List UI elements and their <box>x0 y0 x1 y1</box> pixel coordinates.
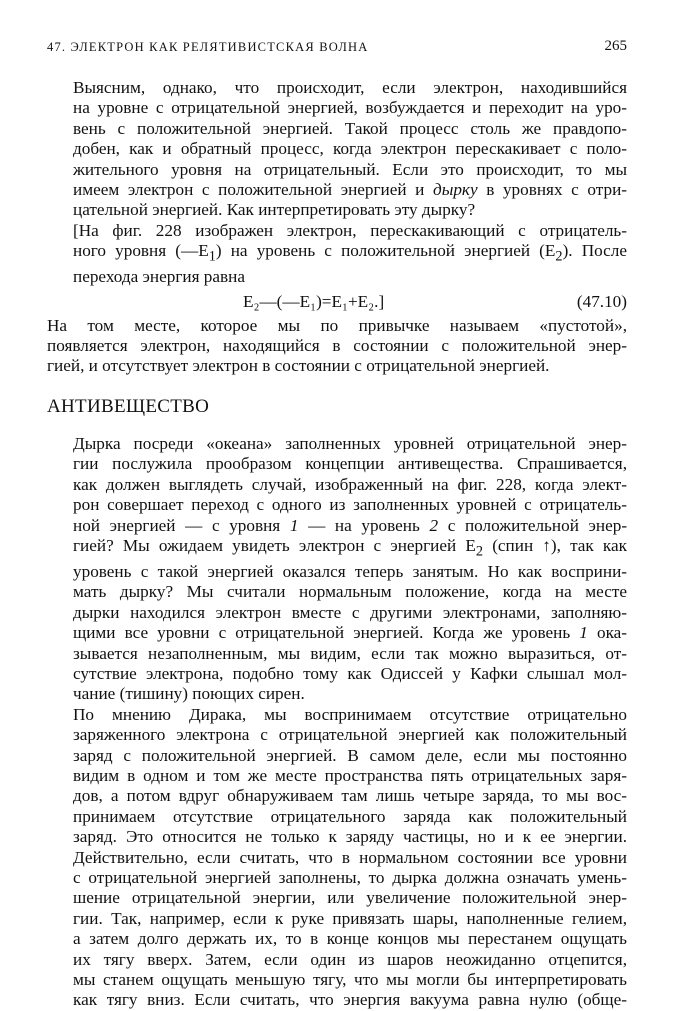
text-line: видим в одном и том же месте пространства пять отрицательных заря- <box>73 765 627 785</box>
text-line: мать дырку? Мы считали нормальным положение, когда на месте <box>73 582 627 602</box>
paragraph-1 <box>47 78 627 221</box>
text-line: мы станем ощущать меньшую тягу, что мы могли бы интерпретировать <box>73 970 627 989</box>
paragraph-4 <box>47 434 627 705</box>
text-line: вень с положительной энергией. Такой процесс столь же правдопо- <box>73 118 627 138</box>
equation-47-10 <box>47 290 627 314</box>
text-line: принимаем отсутствие отрицательного заряда как положительный <box>73 806 627 826</box>
running-head <box>47 40 627 58</box>
equation-number: (47.10) <box>576 291 627 311</box>
section-title: АНТИВЕЩЕСТВО <box>47 396 210 417</box>
text-line: гии. Так, например, если к руке привязать шары, наполненные гелием, <box>73 908 627 928</box>
page-number: 265 <box>604 38 627 54</box>
text-line: Дырка посреди «океана» заполненных уровней отрицательной энер- <box>73 434 627 453</box>
text-line: появляется электрон, находящийся в состоянии с положительной энер- <box>47 335 627 355</box>
text-line: шение отрицательной энергии, или увеличение положительной энер- <box>73 888 627 908</box>
text-line: а затем долго держать их, то в конце концов мы перестанем ощущать <box>73 929 627 949</box>
text-line: добен, как и обратный процесс, когда электрон перескакивает с поло- <box>73 139 627 159</box>
text-line: гии послужила прообразом концепции антивещества. Спрашивается, <box>73 454 627 474</box>
paragraph-2 <box>47 221 627 288</box>
italic-term: дырку <box>433 180 478 200</box>
text-line: Выясним, однако, что происходит, если электрон, находившийся <box>73 78 627 97</box>
text-line: как тягу вниз. Если считать, что энергия вакуума равна нулю (обще- <box>73 990 627 1010</box>
text-line: имеем электрон с положительной энергией и дырку в уровнях с отри- <box>73 180 627 200</box>
text-line: как должен выглядеть случай, изображенный на фиг. 228, когда элект- <box>73 474 627 494</box>
text-line: цательной энергией. Как интерпретировать эту дырку? <box>73 200 476 220</box>
text-line: уровень с такой энергией оказался теперь занятым. Но как восприни- <box>73 561 627 581</box>
text-block-bottom <box>47 434 627 1011</box>
text-line: На том месте, которое мы по привычке называем «пустотой», <box>47 315 627 335</box>
running-title: 47. ЭЛЕКТРОН КАК РЕЛЯТИВИСТСКАЯ ВОЛНА <box>47 40 369 54</box>
text-line: заряженного электрона с отрицательной энергией как положительный <box>73 725 627 745</box>
text-line: их тягу вверх. Затем, если один из шаров неожиданно отцепится, <box>73 949 627 969</box>
paragraph-3 <box>47 316 627 377</box>
text-line: с отрицательной энергией заполнены, то дырка должна означать умень- <box>73 867 627 887</box>
text-line: сутствие электрона, подобно тому как Одиссей у Кафки слышал мол- <box>73 663 627 683</box>
text-line: гией? Мы ожидаем увидеть электрон с энергией $E_2$ (спин ↑), так как <box>73 536 627 560</box>
text-line: Действительно, если считать, что в нормальном состоянии все уровни <box>73 847 627 867</box>
text-line: ной энергией — с уровня 1 — на уровень 2 с положительной энер- <box>73 515 628 535</box>
text-line: зывается незаполненным, мы видим, если так можно выразиться, от- <box>73 643 627 663</box>
text-line: щими все уровни с отрицательной энергией. Когда же уровень 1 ока- <box>73 623 628 643</box>
paragraph-5 <box>47 705 627 1011</box>
text-line: По мнению Дирака, мы воспринимаем отсутствие отрицательно <box>73 704 627 724</box>
text-line: дов, а потом вдруг обнаруживаем там лишь четыре заряда, то мы вос- <box>73 786 627 806</box>
text-line: жительного уровня на отрицательный. Если это происходит, то мы <box>73 159 627 179</box>
text-line: ного уровня $(—E_1)$ на уровень с положительной энергией $(E_2)$. После <box>73 241 627 265</box>
text-line: заряд. Это относится не только к заряду частицы, но и к ее энергии. <box>73 827 627 847</box>
equation-expression: E₂—(—E₁)=E₁+E₂.] <box>243 291 385 311</box>
text-line: перехода энергия равна <box>73 267 245 287</box>
text-line: на уровне с отрицательной энергией, возбуждается и переходит на уро- <box>73 98 627 118</box>
text-line: чание (тишину) поющих сирен. <box>73 684 305 704</box>
text-line: дырки находился электрон вместе с другими электронами, заполняю- <box>73 602 627 622</box>
text-line: рон совершает переход с одного из заполненных уровней с отрицатель- <box>73 495 627 515</box>
text-line: гией, и отсутствует электрон в состоянии с отрицательной энергией. <box>47 356 550 376</box>
text-line: [На фиг. 228 изображен электрон, перескакивающий с отрицатель- <box>73 220 627 240</box>
text-block-top <box>47 78 627 377</box>
text-line: заряд с положительной энергией. В самом деле, если мы постоянно <box>73 745 627 765</box>
